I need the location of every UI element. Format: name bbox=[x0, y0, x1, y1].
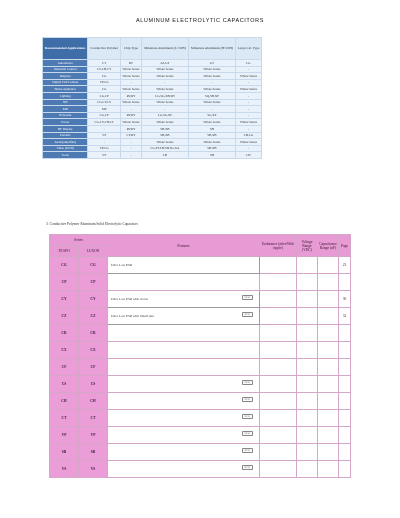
voltage-cell bbox=[297, 325, 318, 342]
table-cell: SH,XB bbox=[142, 132, 189, 139]
table-row bbox=[43, 79, 262, 86]
table-cell: Whole Series bbox=[235, 86, 261, 93]
teapo-code: CX bbox=[50, 342, 79, 359]
capacitance-cell bbox=[318, 342, 339, 359]
new-badge: NEW bbox=[242, 414, 253, 419]
table-cell: SH,XB bbox=[188, 145, 235, 152]
table-cell: Whole Series bbox=[188, 73, 235, 80]
page-cell bbox=[339, 444, 351, 461]
table-cell: LG,SG,XP bbox=[142, 112, 189, 119]
page-cell: 23 bbox=[339, 257, 351, 274]
voltage-cell bbox=[297, 274, 318, 291]
header-cell: Conductive Polymer bbox=[88, 38, 120, 60]
table-cell: RV bbox=[120, 60, 141, 67]
application-name: Networks bbox=[43, 112, 88, 119]
endurance-cell bbox=[260, 410, 297, 427]
table-cell: - bbox=[235, 79, 261, 86]
endurance-cell bbox=[260, 274, 297, 291]
table-cell: RV,RY bbox=[120, 112, 141, 119]
voltage-cell bbox=[297, 461, 318, 478]
header-cell: Miniature Aluminum (L>10H) bbox=[142, 38, 189, 60]
luxon-code: SB bbox=[79, 444, 108, 461]
table-cell: - bbox=[188, 106, 235, 113]
table-cell: - bbox=[88, 125, 120, 132]
table-row bbox=[50, 257, 351, 274]
feature-text: Ultra Low ESR with Small size bbox=[111, 314, 154, 318]
new-badge: NEW bbox=[242, 397, 253, 402]
voltage-header: Voltage Range (VDC) bbox=[297, 235, 318, 257]
page-cell: 30 bbox=[339, 291, 351, 308]
page-cell bbox=[339, 427, 351, 444]
table-cell: VP,CG bbox=[88, 145, 120, 152]
voltage-cell bbox=[297, 257, 318, 274]
table-row bbox=[50, 444, 351, 461]
table-cell: LG,SG,XB,SH bbox=[142, 92, 189, 99]
table-cell: Whole Series bbox=[235, 119, 261, 126]
table-cell: Whole Series bbox=[142, 139, 189, 146]
header-cell: Miniature Aluminum (H<10H) bbox=[188, 38, 235, 60]
teapo-code: CS bbox=[50, 376, 79, 393]
table-cell: - bbox=[142, 106, 189, 113]
luxon-code: CY bbox=[79, 291, 108, 308]
table-row bbox=[43, 66, 262, 73]
teapo-code: CY bbox=[50, 291, 79, 308]
feature-cell bbox=[108, 308, 260, 325]
table-cell: - bbox=[235, 145, 261, 152]
feature-cell bbox=[108, 376, 260, 393]
voltage-cell bbox=[297, 410, 318, 427]
table-cell: LH bbox=[142, 152, 189, 159]
capacitance-cell bbox=[318, 461, 339, 478]
table-cell: Whole Series bbox=[122, 73, 140, 78]
page-header: Page bbox=[339, 235, 351, 257]
table-cell: Whole Series bbox=[188, 86, 235, 93]
page-cell bbox=[339, 274, 351, 291]
table-cell: - bbox=[142, 79, 189, 86]
new-badge: NEW bbox=[242, 448, 253, 453]
table-cell: CG bbox=[88, 86, 120, 93]
table-cell: CY,RY bbox=[120, 132, 141, 139]
table-row bbox=[43, 60, 262, 67]
table-cell: - bbox=[120, 145, 141, 152]
voltage-cell bbox=[297, 393, 318, 410]
table-cell: LG,PT,LH,SH,SG,XA bbox=[142, 145, 189, 152]
page-cell bbox=[339, 342, 351, 359]
table-cell: Whole Series bbox=[235, 73, 261, 80]
endurance-header: Endurance (after/With ripple) bbox=[260, 235, 297, 257]
feature-cell bbox=[108, 393, 260, 410]
application-name: MB bbox=[43, 106, 88, 113]
table-row bbox=[43, 139, 262, 146]
feature-cell bbox=[108, 274, 260, 291]
teapo-code: CF bbox=[50, 359, 79, 376]
endurance-cell bbox=[260, 393, 297, 410]
new-badge: NEW bbox=[242, 380, 253, 385]
application-name: Audio(amplifier) bbox=[43, 139, 88, 146]
application-name: HF Display bbox=[43, 125, 88, 132]
table-cell: - bbox=[235, 112, 261, 119]
new-badge: NEW bbox=[242, 431, 253, 436]
new-badge: NEW bbox=[242, 465, 253, 470]
table-cell: CS,CH,CY bbox=[88, 66, 120, 73]
features-header: Features bbox=[108, 235, 260, 257]
voltage-cell bbox=[297, 342, 318, 359]
endurance-cell bbox=[260, 444, 297, 461]
table-cell: - bbox=[235, 99, 261, 106]
table-cell: CT bbox=[88, 60, 120, 67]
teapo-code: CP bbox=[50, 274, 79, 291]
voltage-cell bbox=[297, 291, 318, 308]
applications-table bbox=[42, 37, 262, 159]
table-cell: SG,XP bbox=[188, 112, 235, 119]
table-cell: - bbox=[120, 106, 141, 113]
teapo-code: CR bbox=[50, 325, 79, 342]
table-cell: - bbox=[88, 139, 120, 146]
capacitance-cell bbox=[318, 393, 339, 410]
feature-cell bbox=[108, 427, 260, 444]
voltage-cell bbox=[297, 444, 318, 461]
feature-cell bbox=[108, 359, 260, 376]
page-cell bbox=[339, 325, 351, 342]
page-cell bbox=[339, 393, 351, 410]
table-row bbox=[43, 73, 262, 80]
application-name: Video (DVD) bbox=[43, 145, 88, 152]
voltage-cell bbox=[297, 376, 318, 393]
header-cell: Chip Type bbox=[120, 38, 141, 60]
capacitance-cell bbox=[318, 376, 339, 393]
voltage-cell bbox=[297, 427, 318, 444]
teapo-code: CT bbox=[50, 410, 79, 427]
table-cell: Whole Series bbox=[235, 139, 261, 146]
applications-header-row bbox=[43, 38, 262, 60]
endurance-cell bbox=[260, 291, 297, 308]
feature-cell bbox=[108, 342, 260, 359]
capacitance-header: Capacitance Range (uF) bbox=[318, 235, 339, 257]
new-badge: NEW bbox=[242, 295, 253, 300]
table-cell: CG,CP bbox=[88, 92, 120, 99]
table-cell: VP bbox=[88, 132, 120, 139]
voltage-cell bbox=[297, 359, 318, 376]
capacitance-cell bbox=[318, 410, 339, 427]
page-cell: 32 bbox=[339, 308, 351, 325]
table-cell: - bbox=[120, 79, 141, 86]
series-body bbox=[50, 257, 351, 478]
voltage-cell bbox=[297, 308, 318, 325]
endurance-cell bbox=[260, 359, 297, 376]
application-name: Power bbox=[43, 119, 88, 126]
table-cell: - bbox=[120, 152, 141, 159]
table-row bbox=[50, 393, 351, 410]
luxon-code: CP bbox=[79, 274, 108, 291]
table-cell: SQ,SH,XP bbox=[188, 92, 235, 99]
endurance-cell bbox=[260, 427, 297, 444]
table-row bbox=[43, 99, 262, 106]
application-name: Automotive bbox=[43, 60, 88, 67]
header-cell: Large Cal. Type bbox=[235, 38, 261, 60]
table-cell: CG,CP bbox=[88, 112, 120, 119]
table-row bbox=[50, 291, 351, 308]
table-cell: - bbox=[120, 139, 141, 146]
table-cell: - bbox=[235, 66, 261, 73]
table-cell: SH,XB bbox=[142, 125, 189, 132]
luxon-code: CT bbox=[79, 410, 108, 427]
capacitance-cell bbox=[318, 308, 339, 325]
feature-cell bbox=[108, 461, 260, 478]
section-caption: 3. Conductive Polymer Aluminum Solid Electrolytic Capacitors bbox=[46, 222, 138, 226]
teapo-code: VS bbox=[50, 461, 79, 478]
endurance-cell bbox=[260, 308, 297, 325]
table-cell: Whole Series bbox=[122, 120, 140, 125]
applications-body bbox=[43, 60, 262, 159]
luxon-code: CF bbox=[79, 359, 108, 376]
feature-text: Ultra Low ESR with clover bbox=[111, 297, 149, 301]
series-header: Series bbox=[50, 235, 108, 246]
table-cell: RV,RY bbox=[120, 125, 141, 132]
feature-cell bbox=[108, 325, 260, 342]
endurance-cell bbox=[260, 325, 297, 342]
series-table bbox=[49, 234, 351, 478]
table-cell: RV,RY bbox=[120, 92, 141, 99]
luxon-code: VP bbox=[79, 427, 108, 444]
table-cell: Whole Series bbox=[142, 119, 189, 126]
application-name: Tools bbox=[43, 152, 88, 159]
header-cell: Recommended Applications bbox=[43, 38, 88, 60]
luxon-code: VS bbox=[79, 461, 108, 478]
page-cell bbox=[339, 359, 351, 376]
endurance-cell bbox=[260, 376, 297, 393]
page-cell bbox=[339, 410, 351, 427]
table-cell: Whole Series bbox=[188, 99, 235, 106]
table-cell: SH bbox=[188, 125, 235, 132]
series-header-row bbox=[50, 235, 351, 246]
table-cell: CG,CY,CH,CT bbox=[88, 119, 120, 126]
capacitance-cell bbox=[318, 291, 339, 308]
capacitance-cell bbox=[318, 444, 339, 461]
table-row bbox=[43, 152, 262, 159]
application-name: Lighting bbox=[43, 92, 88, 99]
table-row bbox=[43, 106, 262, 113]
capacitance-cell bbox=[318, 427, 339, 444]
table-cell: SH,XB bbox=[188, 132, 235, 139]
table-cell: VP,CG bbox=[88, 79, 120, 86]
table-cell: Whole Series bbox=[188, 119, 235, 126]
teapo-code: VP bbox=[50, 427, 79, 444]
table-cell: AS,GT bbox=[142, 60, 189, 67]
teapo-code: CZ bbox=[50, 308, 79, 325]
table-cell: - bbox=[235, 92, 261, 99]
table-row bbox=[50, 325, 351, 342]
capacitance-cell bbox=[318, 325, 339, 342]
capacitance-cell bbox=[318, 257, 339, 274]
teapo-header: TEAPO bbox=[50, 246, 79, 257]
table-cell: Whole Series bbox=[142, 73, 189, 80]
table-row bbox=[43, 119, 262, 126]
table-row bbox=[50, 274, 351, 291]
application-name: Industrial Control bbox=[43, 66, 88, 73]
application-name: Digital TAP Camera bbox=[43, 79, 88, 86]
table-row bbox=[50, 461, 351, 478]
table-cell: - bbox=[235, 125, 261, 132]
table-row bbox=[43, 92, 262, 99]
table-row bbox=[50, 308, 351, 325]
table-cell: Whole Series bbox=[188, 139, 235, 146]
table-cell: GT bbox=[188, 60, 235, 67]
table-cell: MP bbox=[88, 106, 120, 113]
table-row bbox=[50, 427, 351, 444]
feature-text: Ultra Low ESR bbox=[111, 263, 133, 267]
table-row bbox=[43, 86, 262, 93]
feature-cell bbox=[108, 410, 260, 427]
table-row bbox=[43, 145, 262, 152]
endurance-cell bbox=[260, 342, 297, 359]
luxon-code: CG bbox=[79, 257, 108, 274]
table-cell: LH,LG bbox=[235, 132, 261, 139]
table-row bbox=[50, 376, 351, 393]
luxon-code: CH bbox=[79, 393, 108, 410]
teapo-code: CH bbox=[50, 393, 79, 410]
table-cell: - bbox=[235, 106, 261, 113]
teapo-code: SB bbox=[50, 444, 79, 461]
table-row bbox=[50, 342, 351, 359]
table-row bbox=[43, 125, 262, 132]
table-row bbox=[43, 112, 262, 119]
table-cell: Whole Series bbox=[122, 100, 140, 105]
table-cell: CG,CY,CS bbox=[88, 99, 120, 106]
table-cell: Whole Series bbox=[122, 87, 140, 92]
capacitance-cell bbox=[318, 274, 339, 291]
table-cell: LG bbox=[235, 60, 261, 67]
table-cell: Whole Series bbox=[142, 86, 189, 93]
luxon-header: LUXON bbox=[79, 246, 108, 257]
endurance-cell bbox=[260, 257, 297, 274]
feature-cell bbox=[108, 291, 260, 308]
table-cell: SH bbox=[188, 152, 235, 159]
capacitance-cell bbox=[318, 359, 339, 376]
table-row bbox=[50, 410, 351, 427]
page-cell bbox=[339, 376, 351, 393]
page-cell bbox=[339, 461, 351, 478]
page-title: ALUMINUM ELECTROLYTIC CAPACITORS bbox=[136, 18, 264, 24]
feature-cell bbox=[108, 444, 260, 461]
application-name: Displays bbox=[43, 73, 88, 80]
table-cell: Whole Series bbox=[188, 66, 235, 73]
application-name: NB bbox=[43, 99, 88, 106]
luxon-code: CZ bbox=[79, 308, 108, 325]
table-cell: CG bbox=[88, 73, 120, 80]
feature-cell bbox=[108, 257, 260, 274]
table-row bbox=[50, 359, 351, 376]
table-row bbox=[43, 132, 262, 139]
table-cell: - bbox=[188, 79, 235, 86]
table-cell: VP bbox=[88, 152, 120, 159]
endurance-cell bbox=[260, 461, 297, 478]
application-name: Home Appliance bbox=[43, 86, 88, 93]
luxon-code: CS bbox=[79, 376, 108, 393]
table-cell: Whole Series bbox=[142, 99, 189, 106]
table-cell: LH bbox=[235, 152, 261, 159]
luxon-code: CX bbox=[79, 342, 108, 359]
new-badge: NEW bbox=[242, 312, 253, 317]
table-cell: Whole Series bbox=[122, 67, 140, 72]
teapo-code: CG bbox=[50, 257, 79, 274]
table-cell: Whole Series bbox=[142, 66, 189, 73]
application-name: Portable bbox=[43, 132, 88, 139]
luxon-code: CR bbox=[79, 325, 108, 342]
